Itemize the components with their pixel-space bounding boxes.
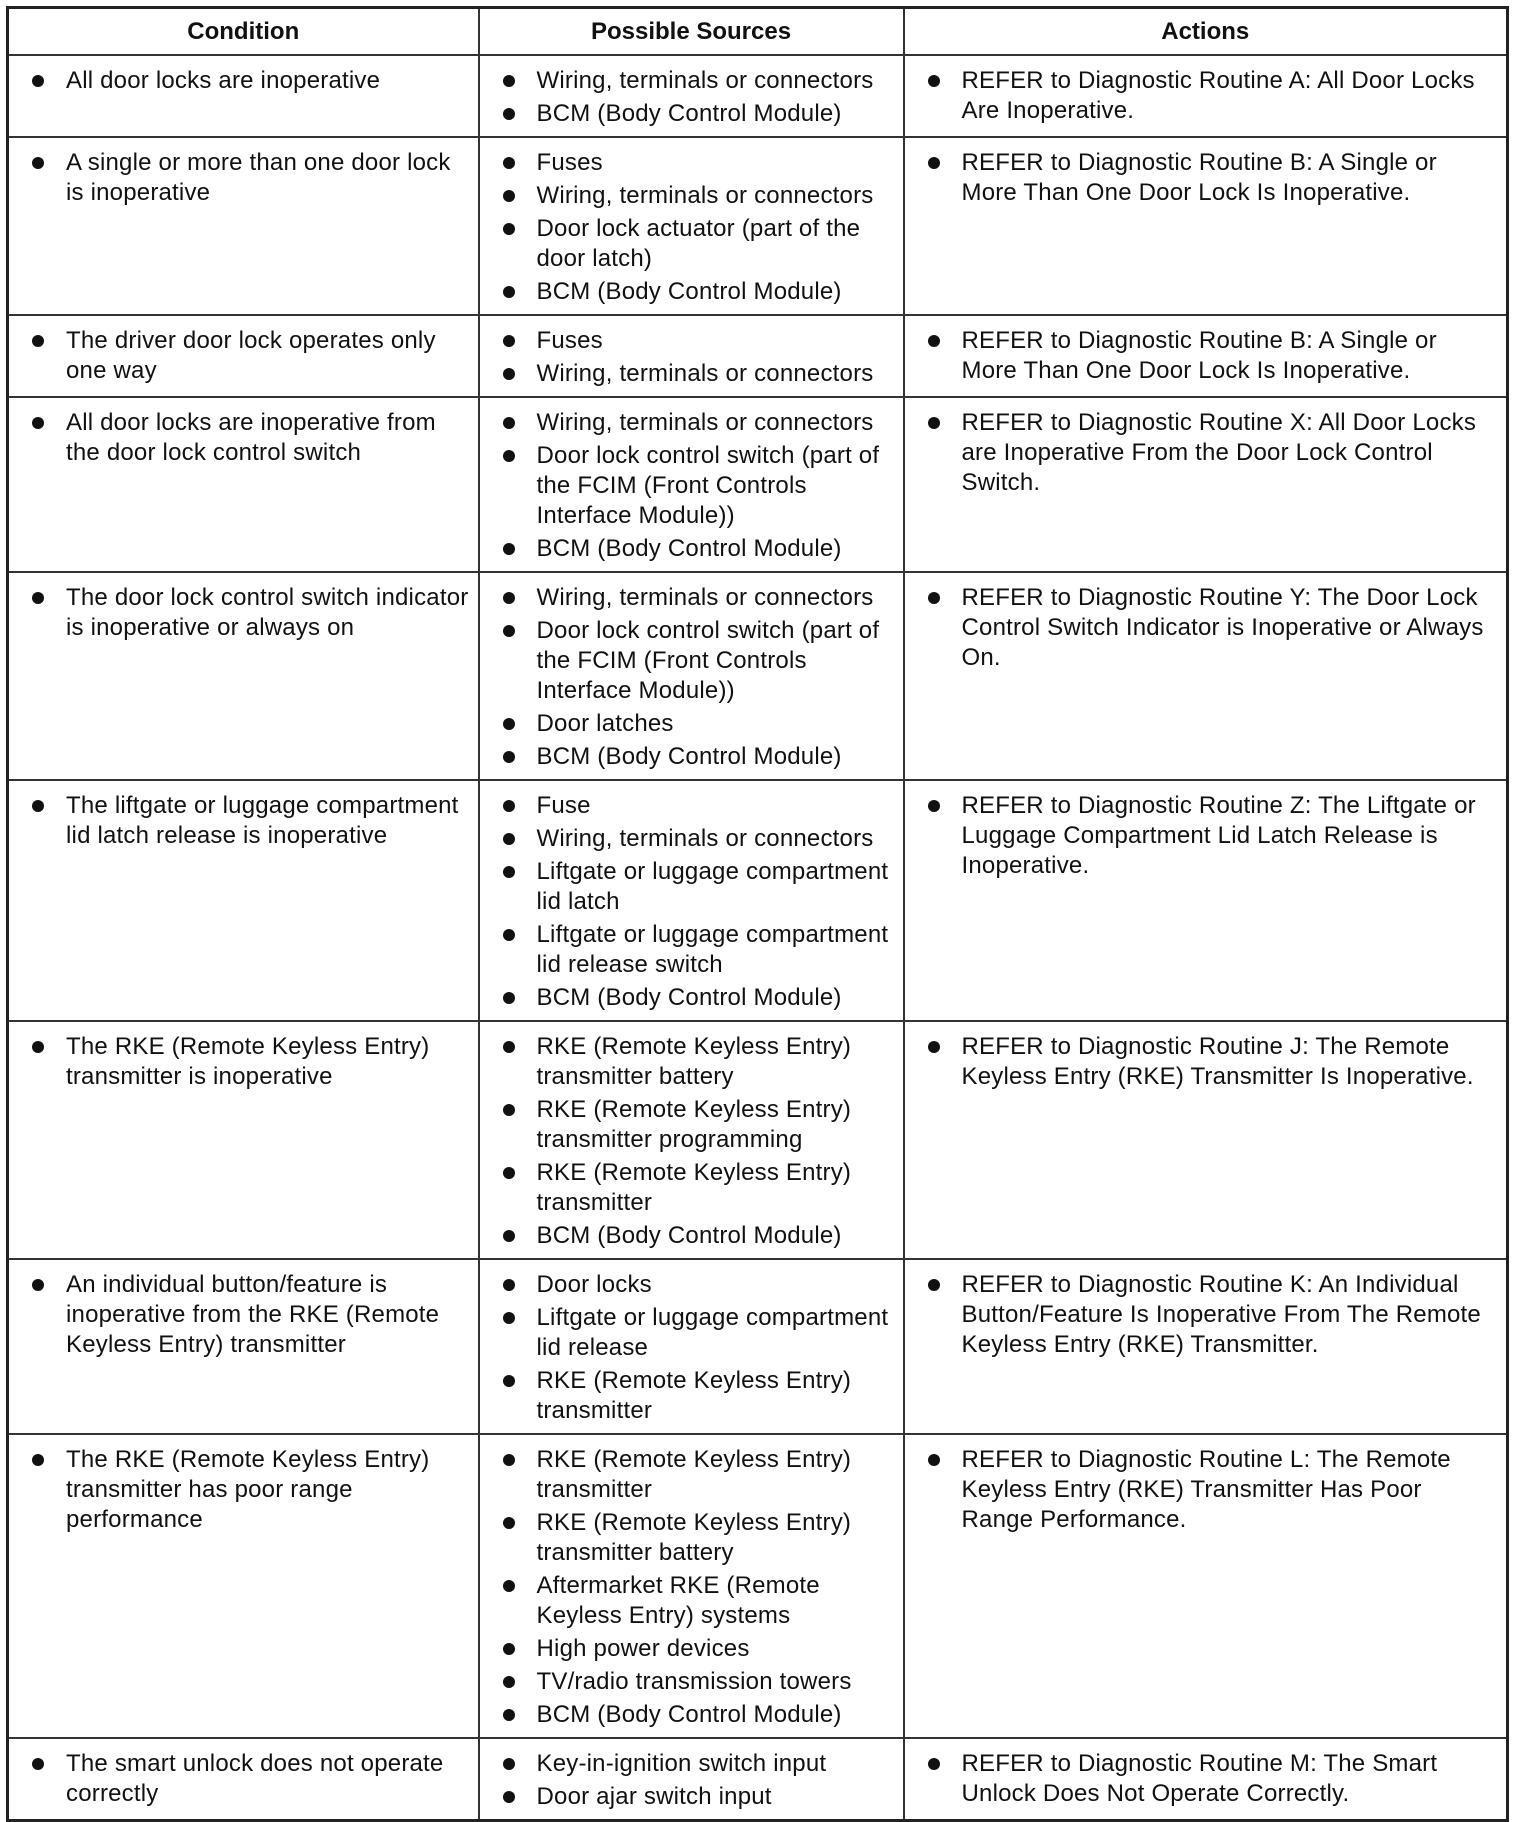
condition-list (9, 1445, 470, 1535)
source-text: TV/radio transmission towers (536, 1668, 852, 1695)
condition-text: The RKE (Remote Keyless Entry) transmitter is inoperative (66, 1033, 430, 1090)
source-text: Fuse (536, 792, 591, 819)
source-text: Door latches (536, 710, 674, 737)
source-text: RKE (Remote Keyless Entry) transmitter (536, 1446, 852, 1503)
table-row (8, 315, 1508, 397)
source-text: BCM (Body Control Module) (536, 1701, 842, 1728)
bullet-icon (503, 1454, 515, 1466)
bullet-icon (503, 1643, 515, 1655)
bullet-icon (503, 1758, 515, 1770)
condition-text: The RKE (Remote Keyless Entry) transmitter has poor range performance (66, 1446, 430, 1533)
bullet-icon (503, 800, 515, 812)
source-item (480, 1303, 895, 1363)
source-item (480, 920, 895, 980)
source-item (480, 1749, 895, 1779)
condition-cell (8, 397, 479, 572)
source-text: RKE (Remote Keyless Entry) transmitter battery (536, 1033, 852, 1090)
source-item (480, 1032, 895, 1092)
bullet-icon (503, 592, 515, 604)
source-list (480, 1032, 895, 1251)
condition-text: The liftgate or luggage compartment lid latch release is inoperative (66, 792, 459, 849)
source-item (480, 359, 895, 389)
sources-cell (479, 1738, 904, 1821)
bullet-icon (32, 75, 44, 87)
table-row (8, 1434, 1508, 1738)
condition-item (9, 1032, 470, 1092)
bullet-icon (503, 1375, 515, 1387)
action-cell (904, 137, 1508, 315)
condition-item (9, 148, 470, 208)
condition-cell (8, 55, 479, 137)
bullet-icon (503, 1517, 515, 1529)
source-item (480, 99, 895, 129)
action-cell (904, 315, 1508, 397)
action-item (905, 1445, 1499, 1535)
bullet-icon (503, 1167, 515, 1179)
source-item (480, 1221, 895, 1251)
bullet-icon (503, 718, 515, 730)
source-item (480, 1508, 895, 1568)
bullet-icon (503, 1312, 515, 1324)
condition-text: All door locks are inoperative from the door lock control switch (66, 409, 436, 466)
condition-item (9, 1445, 470, 1535)
source-item (480, 277, 895, 307)
source-item (480, 616, 895, 706)
source-text: Fuses (536, 327, 603, 354)
action-list (905, 1445, 1499, 1535)
condition-list (9, 583, 470, 643)
table-row (8, 55, 1508, 137)
action-list (905, 326, 1499, 386)
source-list (480, 1445, 895, 1730)
source-text: Wiring, terminals or connectors (536, 360, 874, 387)
source-item (480, 1158, 895, 1218)
source-item (480, 408, 895, 438)
condition-item (9, 1270, 470, 1360)
source-item (480, 1366, 895, 1426)
symptom-table (6, 6, 1509, 1822)
action-item (905, 583, 1499, 673)
condition-text: The driver door lock operates only one way (66, 327, 436, 384)
bullet-icon (32, 1758, 44, 1770)
bullet-icon (503, 751, 515, 763)
bullet-icon (928, 1041, 940, 1053)
condition-list (9, 791, 470, 851)
bullet-icon (32, 1454, 44, 1466)
source-item (480, 181, 895, 211)
bullet-icon (503, 1709, 515, 1721)
source-text: Wiring, terminals or connectors (536, 409, 874, 436)
source-text: Wiring, terminals or connectors (536, 825, 874, 852)
source-text: BCM (Body Control Module) (536, 278, 842, 305)
source-text: RKE (Remote Keyless Entry) transmitter battery (536, 1509, 852, 1566)
source-item (480, 1571, 895, 1631)
condition-list (9, 1270, 470, 1360)
source-text: Door lock control switch (part of the FCIM (Front Controls Interface Module)) (536, 442, 880, 529)
source-list (480, 1270, 895, 1426)
bullet-icon (503, 1104, 515, 1116)
bullet-icon (32, 1041, 44, 1053)
table-row (8, 1021, 1508, 1259)
source-text: High power devices (536, 1635, 750, 1662)
action-item (905, 791, 1499, 881)
bullet-icon (928, 417, 940, 429)
table-row (8, 572, 1508, 780)
header-actions: Actions (904, 8, 1508, 56)
source-text: Wiring, terminals or connectors (536, 67, 874, 94)
table-row (8, 397, 1508, 572)
source-item (480, 534, 895, 564)
source-item (480, 214, 895, 274)
source-item (480, 583, 895, 613)
action-list (905, 1032, 1499, 1092)
action-item (905, 1749, 1499, 1809)
action-text: REFER to Diagnostic Routine A: All Door Locks Are Inoperative. (961, 67, 1475, 124)
bullet-icon (32, 592, 44, 604)
bullet-icon (503, 866, 515, 878)
source-text: Door lock actuator (part of the door latch) (536, 215, 861, 272)
table-row (8, 137, 1508, 315)
bullet-icon (928, 157, 940, 169)
symptom-chart (6, 6, 1506, 1822)
action-text: REFER to Diagnostic Routine K: An Individual Button/Feature Is Inoperative From The Remote Keyless Entry (RKE) Transmitter. (961, 1271, 1481, 1358)
header-row (8, 8, 1508, 56)
source-text: BCM (Body Control Module) (536, 743, 842, 770)
bullet-icon (503, 543, 515, 555)
bullet-icon (503, 108, 515, 120)
sources-cell (479, 137, 904, 315)
source-list (480, 1749, 895, 1812)
source-list (480, 66, 895, 129)
condition-text: All door locks are inoperative (66, 67, 381, 94)
action-cell (904, 55, 1508, 137)
condition-list (9, 1749, 470, 1809)
bullet-icon (503, 1676, 515, 1688)
source-text: Fuses (536, 149, 603, 176)
header-possible-sources: Possible Sources (479, 8, 904, 56)
action-item (905, 1270, 1499, 1360)
source-item (480, 1095, 895, 1155)
sources-cell (479, 315, 904, 397)
bullet-icon (503, 335, 515, 347)
condition-item (9, 583, 470, 643)
action-list (905, 408, 1499, 498)
sources-cell (479, 397, 904, 572)
bullet-icon (928, 75, 940, 87)
condition-list (9, 66, 470, 96)
bullet-icon (503, 368, 515, 380)
bullet-icon (503, 625, 515, 637)
source-item (480, 1445, 895, 1505)
bullet-icon (32, 417, 44, 429)
action-text: REFER to Diagnostic Routine Y: The Door Lock Control Switch Indicator is Inoperative or Always On. (961, 584, 1484, 671)
action-text: REFER to Diagnostic Routine X: All Door Locks are Inoperative From the Door Lock Control Switch. (961, 409, 1477, 496)
condition-cell (8, 1021, 479, 1259)
bullet-icon (503, 286, 515, 298)
bullet-icon (32, 335, 44, 347)
sources-cell (479, 55, 904, 137)
action-list (905, 66, 1499, 126)
source-item (480, 326, 895, 356)
bullet-icon (32, 1279, 44, 1291)
bullet-icon (503, 929, 515, 941)
action-item (905, 408, 1499, 498)
source-text: BCM (Body Control Module) (536, 984, 842, 1011)
action-item (905, 326, 1499, 386)
table-row (8, 1738, 1508, 1821)
condition-cell (8, 137, 479, 315)
bullet-icon (503, 992, 515, 1004)
action-item (905, 1032, 1499, 1092)
action-item (905, 66, 1499, 126)
action-cell (904, 1434, 1508, 1738)
source-item (480, 791, 895, 821)
condition-item (9, 408, 470, 468)
action-list (905, 148, 1499, 208)
bullet-icon (503, 75, 515, 87)
source-list (480, 326, 895, 389)
source-item (480, 857, 895, 917)
bullet-icon (503, 1580, 515, 1592)
action-list (905, 791, 1499, 881)
bullet-icon (503, 417, 515, 429)
action-item (905, 148, 1499, 208)
action-text: REFER to Diagnostic Routine Z: The Liftgate or Luggage Compartment Lid Latch Release is Inoperative. (961, 792, 1476, 879)
sources-cell (479, 1434, 904, 1738)
source-text: BCM (Body Control Module) (536, 535, 842, 562)
action-text: REFER to Diagnostic Routine J: The Remote Keyless Entry (RKE) Transmitter Is Inoperative. (961, 1033, 1474, 1090)
bullet-icon (503, 190, 515, 202)
source-item (480, 66, 895, 96)
condition-list (9, 148, 470, 208)
action-list (905, 1749, 1499, 1809)
condition-cell (8, 1259, 479, 1434)
bullet-icon (503, 1041, 515, 1053)
action-cell (904, 1259, 1508, 1434)
action-list (905, 1270, 1499, 1360)
bullet-icon (503, 450, 515, 462)
source-item (480, 983, 895, 1013)
action-cell (904, 780, 1508, 1021)
action-cell (904, 572, 1508, 780)
action-cell (904, 1021, 1508, 1259)
bullet-icon (503, 833, 515, 845)
bullet-icon (928, 800, 940, 812)
action-text: REFER to Diagnostic Routine B: A Single or More Than One Door Lock Is Inoperative. (961, 149, 1437, 206)
source-text: Aftermarket RKE (Remote Keyless Entry) systems (536, 1572, 820, 1629)
table-row (8, 1259, 1508, 1434)
source-text: Door locks (536, 1271, 652, 1298)
bullet-icon (503, 1791, 515, 1803)
source-text: Liftgate or luggage compartment lid release (536, 1304, 889, 1361)
condition-cell (8, 1738, 479, 1821)
condition-cell (8, 780, 479, 1021)
source-text: Liftgate or luggage compartment lid release switch (536, 921, 889, 978)
action-text: REFER to Diagnostic Routine L: The Remote Keyless Entry (RKE) Transmitter Has Poor Range Performance. (961, 1446, 1451, 1533)
source-item (480, 1700, 895, 1730)
source-text: BCM (Body Control Module) (536, 1222, 842, 1249)
header-condition: Condition (8, 8, 479, 56)
action-text: REFER to Diagnostic Routine M: The Smart Unlock Does Not Operate Correctly. (961, 1750, 1438, 1807)
source-item (480, 1270, 895, 1300)
condition-text: The door lock control switch indicator is inoperative or always on (66, 584, 469, 641)
bullet-icon (503, 223, 515, 235)
condition-cell (8, 572, 479, 780)
bullet-icon (928, 1279, 940, 1291)
bullet-icon (928, 1758, 940, 1770)
source-text: Door ajar switch input (536, 1783, 772, 1810)
condition-text: A single or more than one door lock is inoperative (66, 149, 451, 206)
action-list (905, 583, 1499, 673)
source-text: BCM (Body Control Module) (536, 100, 842, 127)
condition-cell (8, 315, 479, 397)
source-text: RKE (Remote Keyless Entry) transmitter (536, 1367, 852, 1424)
bullet-icon (32, 157, 44, 169)
source-list (480, 408, 895, 564)
source-text: Key-in-ignition switch input (536, 1750, 827, 1777)
source-list (480, 148, 895, 307)
source-text: RKE (Remote Keyless Entry) transmitter (536, 1159, 852, 1216)
bullet-icon (928, 592, 940, 604)
sources-cell (479, 572, 904, 780)
source-text: Wiring, terminals or connectors (536, 182, 874, 209)
bullet-icon (503, 157, 515, 169)
source-item (480, 441, 895, 531)
source-text: RKE (Remote Keyless Entry) transmitter programming (536, 1096, 852, 1153)
condition-text: The smart unlock does not operate correctly (66, 1750, 444, 1807)
table-row (8, 780, 1508, 1021)
condition-item (9, 66, 470, 96)
source-item (480, 709, 895, 739)
bullet-icon (928, 1454, 940, 1466)
source-item (480, 824, 895, 854)
condition-item (9, 791, 470, 851)
source-item (480, 742, 895, 772)
condition-item (9, 1749, 470, 1809)
sources-cell (479, 1259, 904, 1434)
source-item (480, 1782, 895, 1812)
source-text: Liftgate or luggage compartment lid latch (536, 858, 889, 915)
sources-cell (479, 1021, 904, 1259)
source-text: Wiring, terminals or connectors (536, 584, 874, 611)
condition-list (9, 1032, 470, 1092)
bullet-icon (503, 1230, 515, 1242)
source-item (480, 148, 895, 178)
condition-item (9, 326, 470, 386)
source-item (480, 1634, 895, 1664)
action-cell (904, 397, 1508, 572)
table-body (8, 55, 1508, 1821)
action-text: REFER to Diagnostic Routine B: A Single or More Than One Door Lock Is Inoperative. (961, 327, 1437, 384)
condition-text: An individual button/feature is inoperative from the RKE (Remote Keyless Entry) transmitter (66, 1271, 440, 1358)
condition-cell (8, 1434, 479, 1738)
bullet-icon (928, 335, 940, 347)
source-item (480, 1667, 895, 1697)
sources-cell (479, 780, 904, 1021)
source-list (480, 791, 895, 1013)
source-text: Door lock control switch (part of the FCIM (Front Controls Interface Module)) (536, 617, 880, 704)
action-cell (904, 1738, 1508, 1821)
condition-list (9, 408, 470, 468)
condition-list (9, 326, 470, 386)
bullet-icon (32, 800, 44, 812)
source-list (480, 583, 895, 772)
bullet-icon (503, 1279, 515, 1291)
